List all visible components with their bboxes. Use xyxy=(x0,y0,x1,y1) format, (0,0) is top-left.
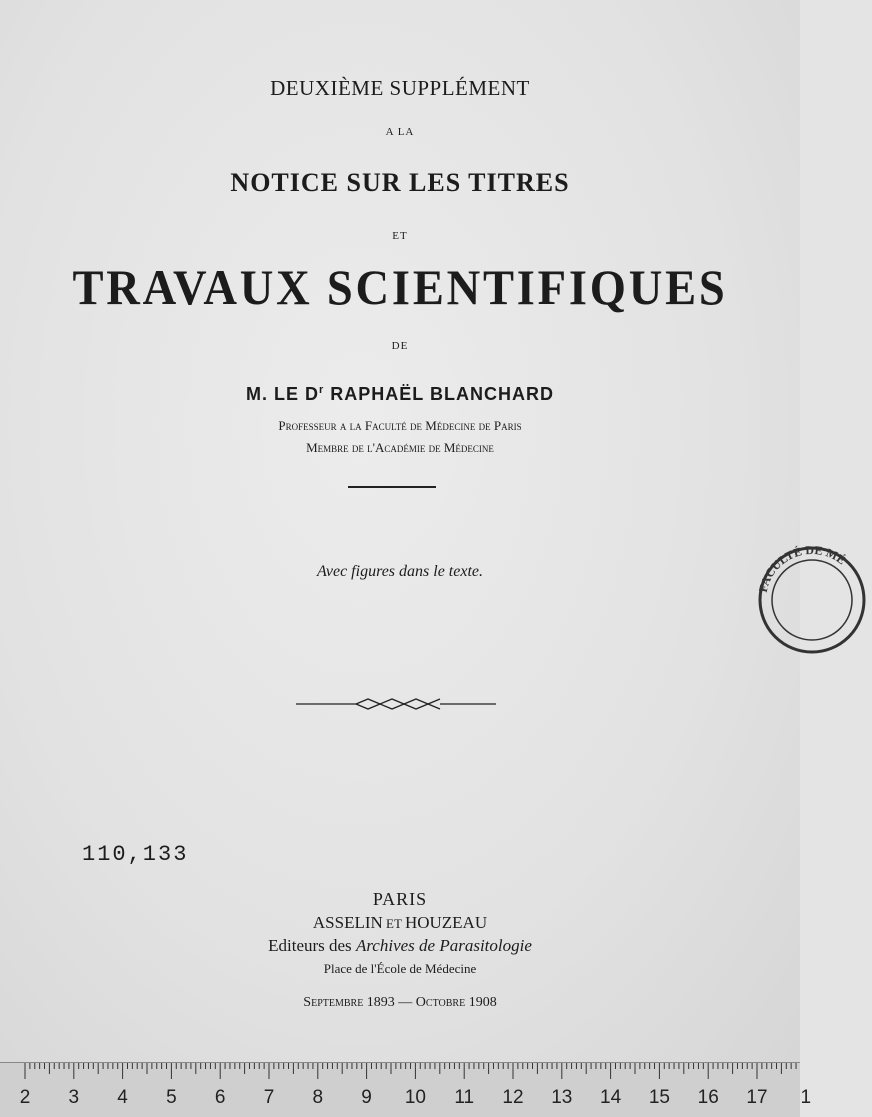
ruler-number: 15 xyxy=(648,1087,670,1108)
affiliation-professor: Professeur a la Faculté de Médecine de Paris xyxy=(278,418,522,433)
publisher-second: HOUZEAU xyxy=(404,913,488,932)
et-text: ET xyxy=(392,230,408,242)
supplement-heading: DEUXIÈME SUPPLÉMENT xyxy=(270,76,530,100)
publisher-et: ET xyxy=(382,916,405,931)
publisher-address: Place de l'École de Médecine xyxy=(323,961,477,976)
ruler-number: 1 xyxy=(800,1087,812,1108)
publisher-first: ASSELIN xyxy=(312,913,383,932)
ruler-number: 4 xyxy=(117,1087,128,1108)
ruler-number: 11 xyxy=(454,1087,475,1108)
publication-dates: Septembre 1893 — Octobre 1908 xyxy=(303,995,497,1010)
library-stamp xyxy=(752,530,872,670)
ruler-number: 14 xyxy=(600,1087,622,1108)
ruler-number: 16 xyxy=(697,1087,719,1108)
de-text: DE xyxy=(391,340,409,352)
a-la-text: A LA xyxy=(385,126,415,138)
author-prefix: M. LE D xyxy=(246,384,320,404)
ruler-number: 13 xyxy=(551,1087,573,1108)
author-sup: r xyxy=(319,384,325,396)
measuring-ruler xyxy=(0,1062,812,1117)
divider-rule xyxy=(348,486,436,488)
ruler-number: 17 xyxy=(746,1087,768,1108)
svg-text:FACULTÉ DE MÉ xyxy=(756,543,849,594)
ruler-number: 3 xyxy=(68,1087,80,1108)
author-name: RAPHAËL BLANCHARD xyxy=(324,384,554,404)
ruler-number: 8 xyxy=(312,1087,324,1108)
editors-prefix: Editeurs des xyxy=(268,936,356,955)
stamp-text: FACULTÉ DE MÉ xyxy=(755,542,849,594)
ruler-number: 7 xyxy=(263,1087,275,1108)
shelfmark-number: 110,133 xyxy=(82,842,189,867)
affiliation-member: Membre de l'Académie de Médecine xyxy=(306,440,494,455)
editors-line xyxy=(0,936,800,956)
notice-heading: NOTICE SUR LES TITRES xyxy=(230,168,570,197)
ruler-number: 10 xyxy=(404,1087,426,1108)
main-title: TRAVAUX SCIENTIFIQUES xyxy=(72,259,728,315)
publisher-city: PARIS xyxy=(372,889,428,909)
ruler-number: 2 xyxy=(19,1087,31,1108)
ornament-divider xyxy=(296,694,496,714)
ruler-number: 12 xyxy=(502,1087,524,1108)
author-line xyxy=(0,384,800,405)
ruler-number: 6 xyxy=(214,1087,226,1108)
editors-journal: Archives de Parasitologie xyxy=(355,936,532,955)
figures-note: Avec figures dans le texte. xyxy=(316,563,483,580)
publisher-name xyxy=(0,913,800,933)
ruler-number: 9 xyxy=(361,1087,372,1108)
ruler-number: 5 xyxy=(166,1087,177,1108)
ruler-scale xyxy=(0,1063,812,1117)
